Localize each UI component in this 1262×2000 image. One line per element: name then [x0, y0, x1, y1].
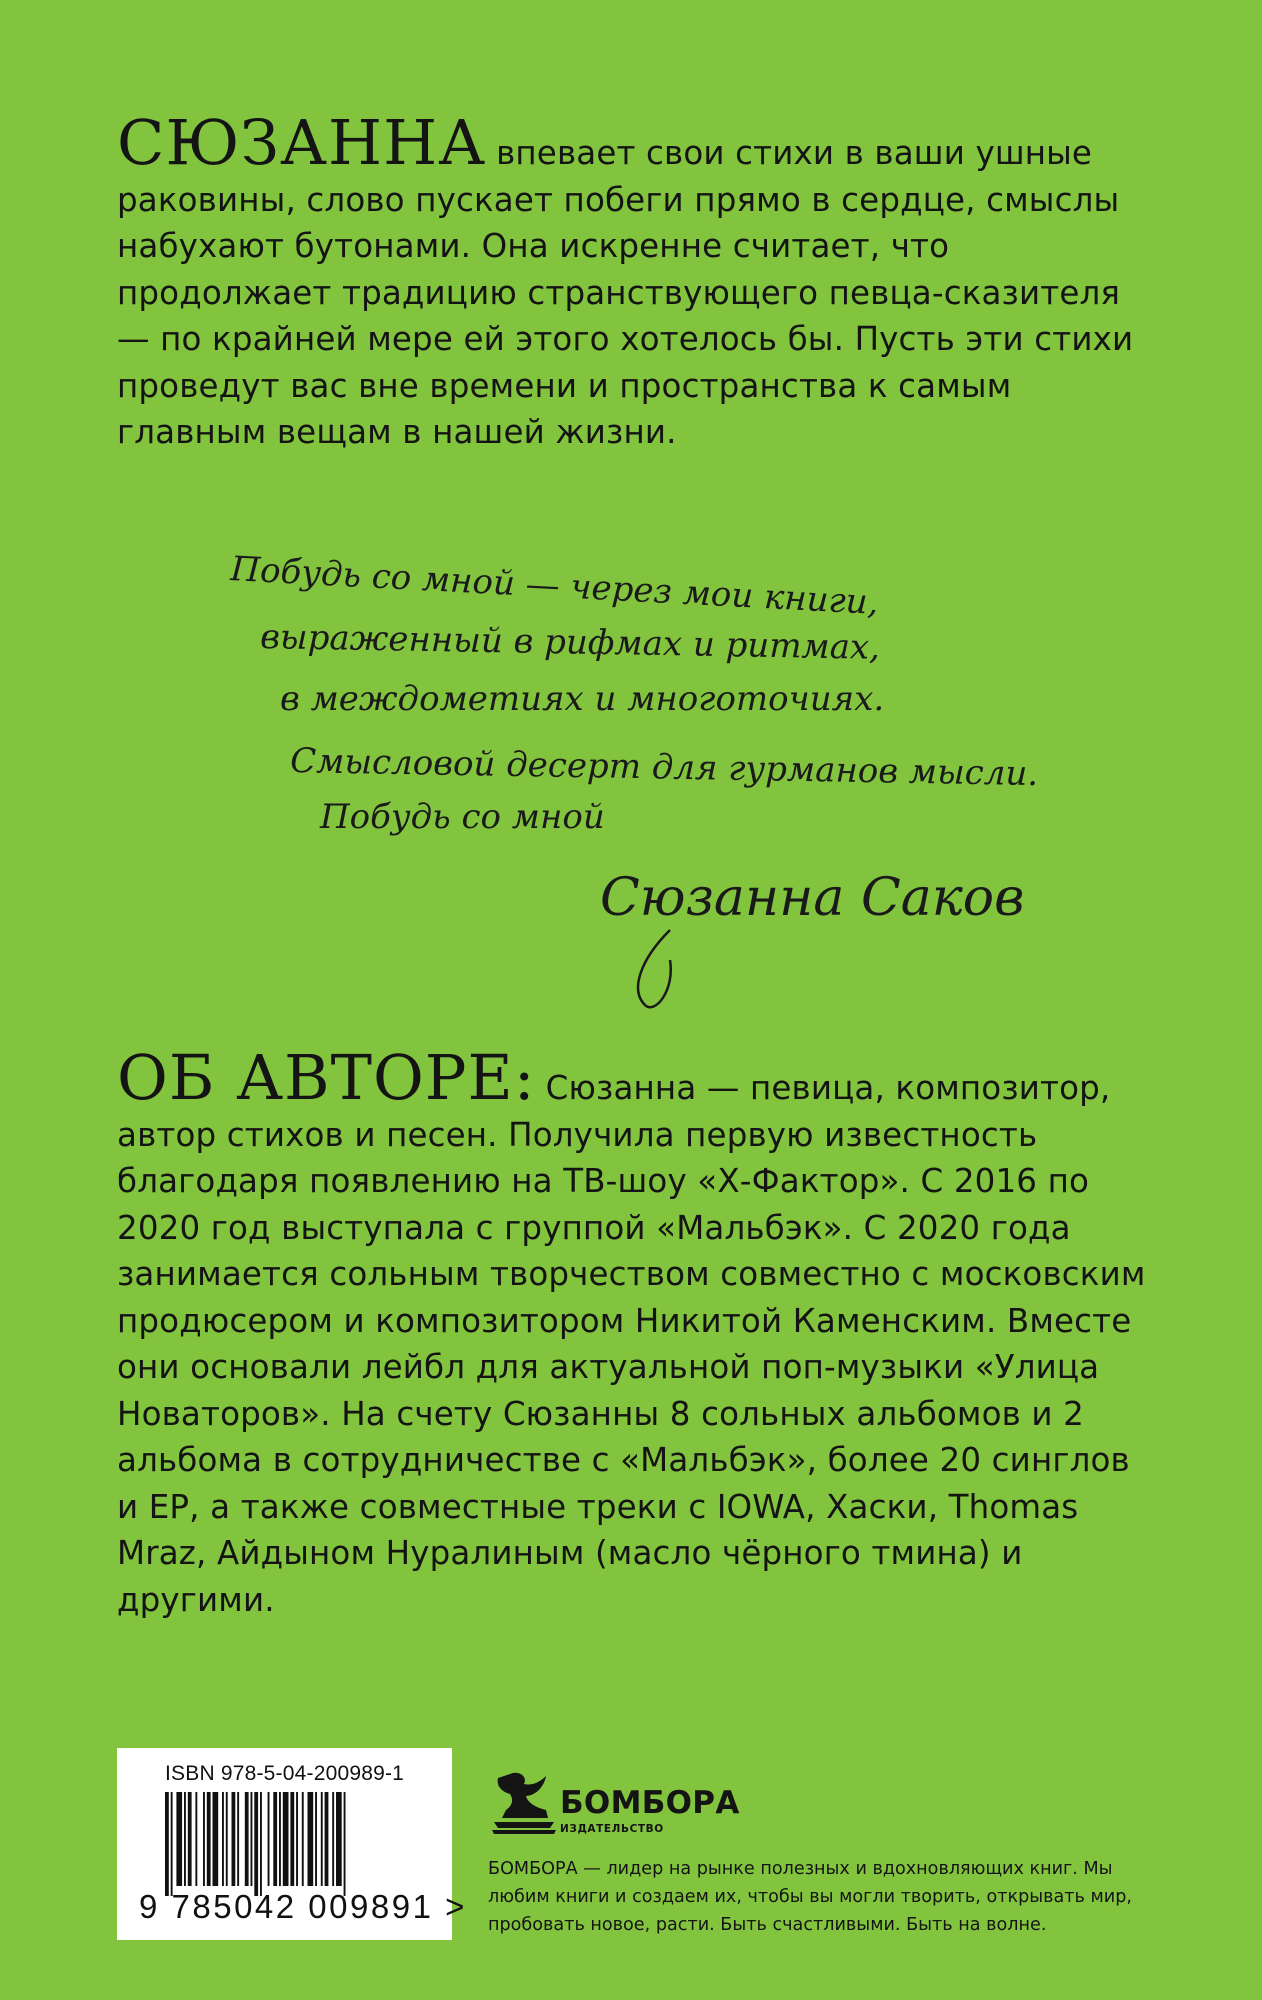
isbn-label: ISBN 978-5-04-200989-1	[165, 1762, 405, 1785]
publisher-subtitle: ИЗДАТЕЛЬСТВО	[560, 1823, 664, 1835]
intro-lead-word: СЮЗАННА	[117, 106, 487, 179]
barcode-digits: 9 785042 009891 >	[139, 1888, 467, 1925]
handwritten-line: Смысловой десерт для гурманов мысли.	[289, 741, 1039, 795]
about-paragraph	[117, 1041, 1147, 1623]
about-text: Сюзанна — певица, композитор, автор стихов и песен. Получила первую известность благодаря появлению на ТВ-шоу «Х-Фактор». С 2016 по 2020 год выступала с группой «Мальбэк». С 2020 года занимается сольным творчеством совместно с московским продюсером и композитором Никитой Каменским. Вместе они основали лейбл для актуальной поп-музыки «Улица Новаторов». На счету Сюзанны 8 сольных альбомов и 2 альбома в сотрудничестве с «Мальбэк», более 20 синглов и EP, а также совместные треки с IOWA, Хаски, Thomas Mraz, Айдыном Нуралиным (масло чёрного тмина) и другими.	[117, 1069, 1146, 1619]
publisher-name: БОМБОРА	[560, 1785, 740, 1821]
intro-text: впевает свои стихи в ваши ушные раковины, слово пускает побеги прямо в сердце, смыслы набухают бутонами. Она искренне считает, что продолжает традицию странствующего певца-сказителя — по крайней мере ей этого хотелось бы. Пусть эти стихи проведут вас вне времени и пространства к самым главным вещам в нашей жизни.	[117, 134, 1134, 451]
handwritten-line: Побудь со мной — через мои книги,	[229, 549, 880, 623]
intro-section	[117, 106, 1147, 456]
handwritten-line: выраженный в рифмах и ритмах,	[259, 617, 881, 668]
publisher-blurb: БОМБОРА — лидер на рынке полезных и вдохновляющих книг. Мы любим книги и создаем их, чтобы вы могли творить, открывать мир, пробовать новое, расти. Быть счастливыми. Быть на волне.	[488, 1859, 1132, 1935]
signature-flourish	[638, 930, 671, 1007]
isbn-barcode	[117, 1748, 467, 1940]
intro-paragraph	[117, 106, 1147, 456]
about-author-section	[117, 1041, 1147, 1623]
handwritten-poem	[200, 520, 1190, 1020]
handwritten-line: в междометиях и многоточиях.	[280, 679, 885, 719]
signature: Сюзанна Саков	[600, 868, 1025, 928]
about-lead-word: ОБ АВТОРЕ:	[117, 1041, 536, 1114]
handwritten-line: Побудь со мной	[320, 797, 605, 837]
